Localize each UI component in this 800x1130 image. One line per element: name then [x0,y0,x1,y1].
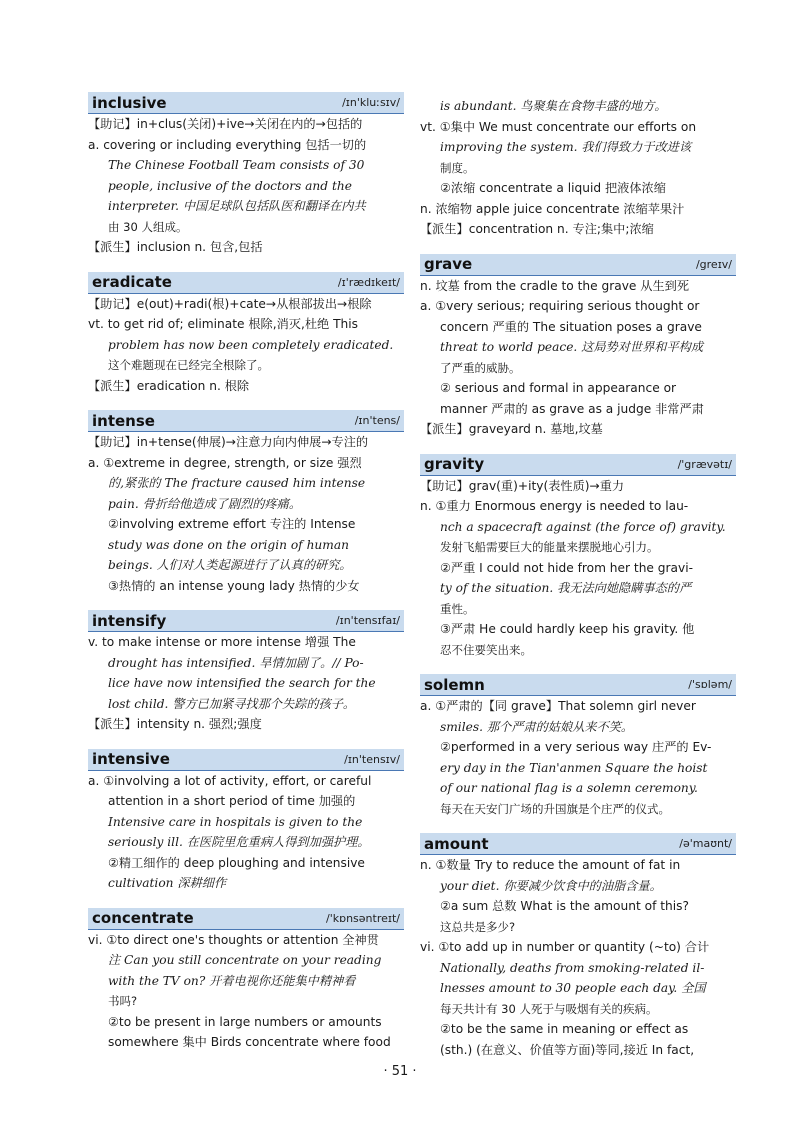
definition-line: ②浓缩 concentrate a liquid 把液体浓缩 [440,181,666,195]
example-line: pain. 骨折给他造成了剧烈的疼痛。 [108,496,302,511]
entry-intensive [88,749,404,894]
definition-line: n. ①数量 Try to reduce the amount of fat in [420,858,681,872]
left-column [88,92,404,1067]
phonetic: /ɪn'tens/ [354,414,400,427]
example-line: Intensive care in hospitals is given to the [108,814,363,829]
example-line: 的,紧张的 The fracture caused him intense [108,476,366,490]
entry-header [88,749,404,771]
definition-line: concern 严重的 The situation poses a grave [440,319,702,334]
definition-line: (sth.) (在意义、价值等方面)等同,接近 In fact, [440,1042,695,1057]
definition-line: a. ①严肃的【同 grave】That solemn girl never [420,699,696,713]
translation-line: 由 30 人组成。 [108,219,188,234]
definition-line: ② serious and formal in appearance or [440,381,677,395]
definition-line: ③热情的 an intense young lady 热情的少女 [108,578,360,593]
mnemonic-line: 【助记】grav(重)+ity(表性质)→重力 [420,478,625,493]
derivative-line: 【派生】inclusion n. 包含,包括 [88,240,263,254]
headword: amount [424,834,489,853]
derivative-line: 【派生】concentration n. 专注;集中;浓缩 [420,222,654,236]
example-line: lice have now intensified the search for the [108,676,376,690]
translation-line: 每天在天安门广场的升国旗是个庄严的仪式。 [440,801,670,816]
entry-header [420,674,736,696]
translation-line: 书吗? [108,994,138,1008]
derivative-line: 【派生】eradication n. 根除 [88,378,250,393]
definition-line: vi. ①to add up in number or quantity (~to) 合计 [420,940,710,954]
translation-line: 制度。 [440,160,475,175]
entry-header [88,610,404,632]
definition-line: ②严重 I could not hide from her the gravi- [440,560,694,575]
translation-line: 重性。 [440,601,475,616]
derivative-line: 【派生】intensity n. 强烈;强度 [88,717,262,731]
mnemonic-line: 【助记】in+tense(伸展)→注意力向内伸展→专注的 [88,435,369,449]
entry-header [420,833,736,855]
definition-line: a. ①extreme in degree, strength, or size 强烈 [88,455,362,470]
headword: intensive [92,750,170,768]
translation-line: 忍不住要笑出来。 [440,642,532,657]
headword: intense [92,411,155,430]
example-line: 注 Can you still concentrate on your reading [108,953,382,967]
example-line: nch a spacecraft against (the force of) gravity. [440,519,726,534]
translation-line: 发射飞船需要巨大的能量来摆脱地心引力。 [440,540,659,554]
headword: concentrate [92,909,194,927]
example-line: is abundant. 鸟聚集在食物丰盛的地方。 [440,99,667,113]
example-line: people, inclusive of the doctors and the [108,178,352,193]
right-column [420,96,736,1074]
example-line: improving the system. 我们得致力于改进该 [440,140,692,154]
example-line: problem has now been completely eradicated. [108,337,394,352]
definition-line: n. 坟墓 from the cradle to the grave 从生到死 [420,278,690,293]
example-line: with the TV on? 开着电视你还能集中精神看 [108,973,356,988]
entry-concentrate-cont [420,96,736,240]
definition-line: a. covering or including everything 包括一切的 [88,137,367,152]
mnemonic-line: 【助记】in+clus(关闭)+ive→关闭在内的→包括的 [88,117,363,131]
definition-line: a. ①involving a lot of activity, effort, or careful [88,773,372,788]
headword: solemn [424,675,485,694]
phonetic: /ɪ'rædɪkeɪt/ [337,275,400,289]
example-line: Nationally, deaths from smoking-related il- [440,960,705,975]
example-line: interpreter. 中国足球队包括队医和翻译在内共 [108,199,366,213]
translation-line: 每天共计有 30 人死于与吸烟有关的疾病。 [440,1001,658,1016]
definition-line: manner 严肃的 as grave as a judge 非常严肃 [440,401,704,416]
entry-header [420,454,736,476]
entry-eradicate [88,272,404,397]
example-line: lost child. 警方已加紧寻找那个失踪的孩子。 [108,696,356,711]
phonetic: /'grævətɪ/ [677,457,732,471]
example-line: drought has intensified. 旱情加剧了。// Po- [108,655,364,670]
derivative-line: 【派生】graveyard n. 墓地,坟墓 [420,422,603,436]
definition-line: vi. ①to direct one's thoughts or attention 全神贯 [88,932,379,947]
entry-header [88,410,404,432]
headword: eradicate [92,273,172,291]
definition-line: v. to make intense or more intense 增强 The [88,635,356,649]
phonetic: /ɪn'kluːsɪv/ [342,96,400,109]
definition-line: n. 浓缩物 apple juice concentrate 浓缩苹果汁 [420,201,685,216]
definition-line: somewhere 集中 Birds concentrate where food [108,1035,391,1049]
entry-header [88,272,404,294]
mnemonic-line: 【助记】e(out)+radi(根)+cate→从根部拔出→根除 [88,296,372,311]
entry-gravity [420,454,736,661]
headword: intensify [92,611,167,630]
example-line: beings. 人们对人类起源进行了认真的研究。 [108,558,352,572]
headword: grave [424,255,473,273]
definition-line: ③严肃 He could hardly keep his gravity. 他 [440,622,695,636]
entry-header [88,908,404,930]
definition-line: a. ①very serious; requiring serious thought or [420,299,700,313]
definition-line: n. ①重力 Enormous energy is needed to lau- [420,499,689,513]
example-line: of our national flag is a solemn ceremony. [440,781,698,795]
phonetic: /'sɒləm/ [688,678,732,691]
example-line: cultivation 深耕细作 [108,876,227,890]
entry-grave [420,254,736,440]
example-line: The Chinese Football Team consists of 30 [108,158,365,172]
entry-inclusive [88,92,404,258]
entry-intense [88,410,404,596]
entry-header [88,92,404,114]
example-line: ty of the situation. 我无法向她隐瞒事态的严 [440,581,692,595]
entry-intensify [88,610,404,735]
translation-line: 这总共是多少? [440,919,516,934]
definition-line: ②to be present in large numbers or amounts [108,1014,382,1029]
example-line: lnesses amount to 30 people each day. 全国 [440,981,706,995]
definition-line: ②performed in a very serious way 庄严的 Ev- [440,740,712,754]
example-line: seriously ill. 在医院里危重病人得到加强护理。 [108,835,370,849]
definition-line: ②a sum 总数 What is the amount of this? [440,899,689,913]
phonetic: /'kɒnsəntreɪt/ [326,911,400,925]
phonetic: /ɪn'tensɪv/ [344,752,400,766]
translation-line: 这个难题现在已经完全根除了。 [108,358,269,372]
example-line: threat to world peace. 这局势对世界和平构成 [440,340,704,354]
entry-solemn [420,674,736,819]
phonetic: /greɪv/ [695,257,732,271]
phonetic: /ə'maʊnt/ [679,837,732,850]
example-line: your diet. 你要减少饮食中的油脂含量。 [440,878,662,893]
definition-line: vt. ①集中 We must concentrate our efforts on [420,119,697,134]
headword: inclusive [92,93,167,112]
phonetic: /ɪn'tensɪfaɪ/ [335,614,400,627]
example-line: ery day in the Tian'anmen Square the hoist [440,760,708,775]
page-number: · 51 · [383,1064,417,1079]
entry-header [420,254,736,276]
definition-line: attention in a short period of time 加强的 [108,794,356,808]
entry-amount [420,833,736,1060]
entry-concentrate [88,908,404,1053]
definition-line: ②精工细作的 deep ploughing and intensive [108,855,365,870]
translation-line: 了严重的威胁。 [440,360,521,375]
example-line: smiles. 那个严肃的姑娘从来不笑。 [440,719,634,734]
definition-line: ②to be the same in meaning or effect as [440,1022,689,1036]
definition-line: ②involving extreme effort 专注的 Intense [108,517,356,531]
example-line: study was done on the origin of human [108,537,349,552]
headword: gravity [424,455,485,473]
definition-line: vt. to get rid of; eliminate 根除,消灭,杜绝 This [88,317,358,331]
